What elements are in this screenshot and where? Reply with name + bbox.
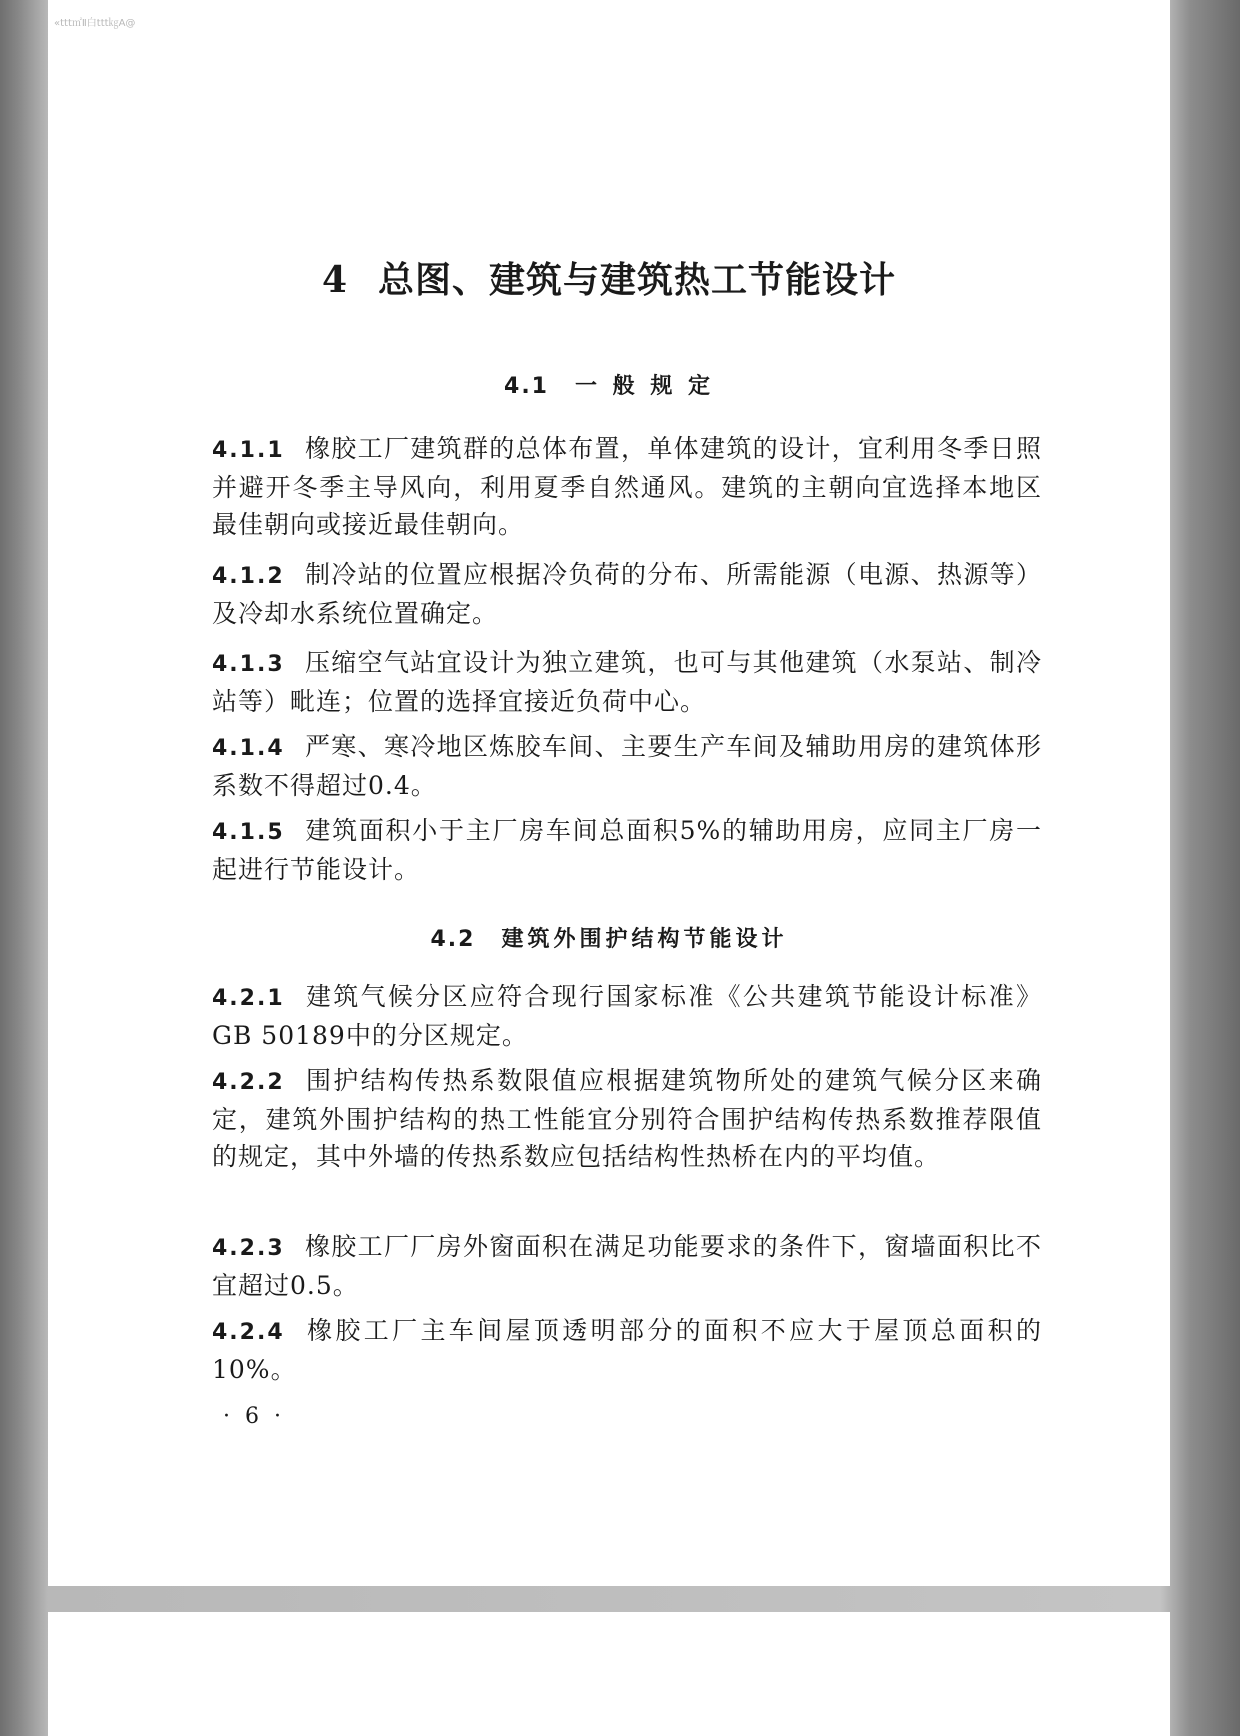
section-number: 4.2: [430, 927, 476, 952]
clause: [212, 1228, 1042, 1304]
clause-number: 4.1.3: [212, 652, 285, 677]
section-number: 4.1: [504, 374, 549, 399]
clause: [212, 430, 1042, 543]
clause-number: 4.1.1: [212, 438, 285, 463]
clause-text: 制冷站的位置应根据冷负荷的分布、所需能源（电源、热源等）及冷却水系统位置确定。: [212, 560, 1042, 628]
clause: [212, 556, 1042, 632]
clause-number: 4.1.4: [212, 736, 285, 761]
clause-text: 建筑面积小于主厂房车间总面积5%的辅助用房，应同主厂房一起进行节能设计。: [212, 816, 1042, 884]
clause-number: 4.2.2: [212, 1070, 285, 1095]
clause: [212, 1312, 1042, 1388]
clause: [212, 978, 1042, 1054]
section-heading: 一 般 规 定: [575, 374, 714, 399]
chapter-heading: 总图、建筑与建筑热工节能设计: [378, 259, 897, 301]
clause-text: 橡胶工厂主车间屋顶透明部分的面积不应大于屋顶总面积的10%。: [212, 1316, 1042, 1384]
clause-text: 建筑气候分区应符合现行国家标准《公共建筑节能设计标准》GB 50189中的分区规定。: [212, 982, 1042, 1050]
chapter-title: [48, 252, 1170, 303]
clause-text: 围护结构传热系数限值应根据建筑物所处的建筑气候分区来确定，建筑外围护结构的热工性能宜分别符合围护结构传热系数推荐限值的规定，其中外墙的传热系数应包括结构性热桥在内的平均值。: [212, 1066, 1042, 1171]
section-title: [48, 922, 1170, 953]
clause-text: 严寒、寒冷地区炼胶车间、主要生产车间及辅助用房的建筑体形系数不得超过0.4。: [212, 732, 1042, 800]
section-title: [48, 369, 1170, 400]
clause: [212, 644, 1042, 720]
section-heading: 建筑外围护结构节能设计: [501, 927, 788, 952]
clause-number: 4.2.4: [212, 1320, 285, 1345]
clause-number: 4.1.5: [212, 820, 285, 845]
clause: [212, 812, 1042, 888]
clause-number: 4.2.3: [212, 1236, 285, 1261]
next-page: [48, 1612, 1170, 1736]
clause-number: 4.1.2: [212, 564, 285, 589]
chapter-number: 4: [321, 259, 349, 301]
header-stamp: «ttt㎡Ⅱ白ttt㎏A@: [54, 18, 136, 29]
clause-text: 橡胶工厂建筑群的总体布置，单体建筑的设计，宜利用冬季日照并避开冬季主导风向，利用夏季自然通风。建筑的主朝向宜选择本地区最佳朝向或接近最佳朝向。: [212, 434, 1042, 539]
clause-text: 橡胶工厂厂房外窗面积在满足功能要求的条件下，窗墙面积比不宜超过0.5。: [212, 1232, 1042, 1300]
clause-text: 压缩空气站宜设计为独立建筑，也可与其他建筑（水泵站、制冷站等）毗连；位置的选择宜接近负荷中心。: [212, 648, 1042, 716]
page-number: · 6 ·: [223, 1404, 285, 1429]
clause: [212, 1062, 1042, 1175]
document-page: [48, 0, 1170, 1586]
clause: [212, 728, 1042, 804]
clause-number: 4.2.1: [212, 986, 285, 1011]
